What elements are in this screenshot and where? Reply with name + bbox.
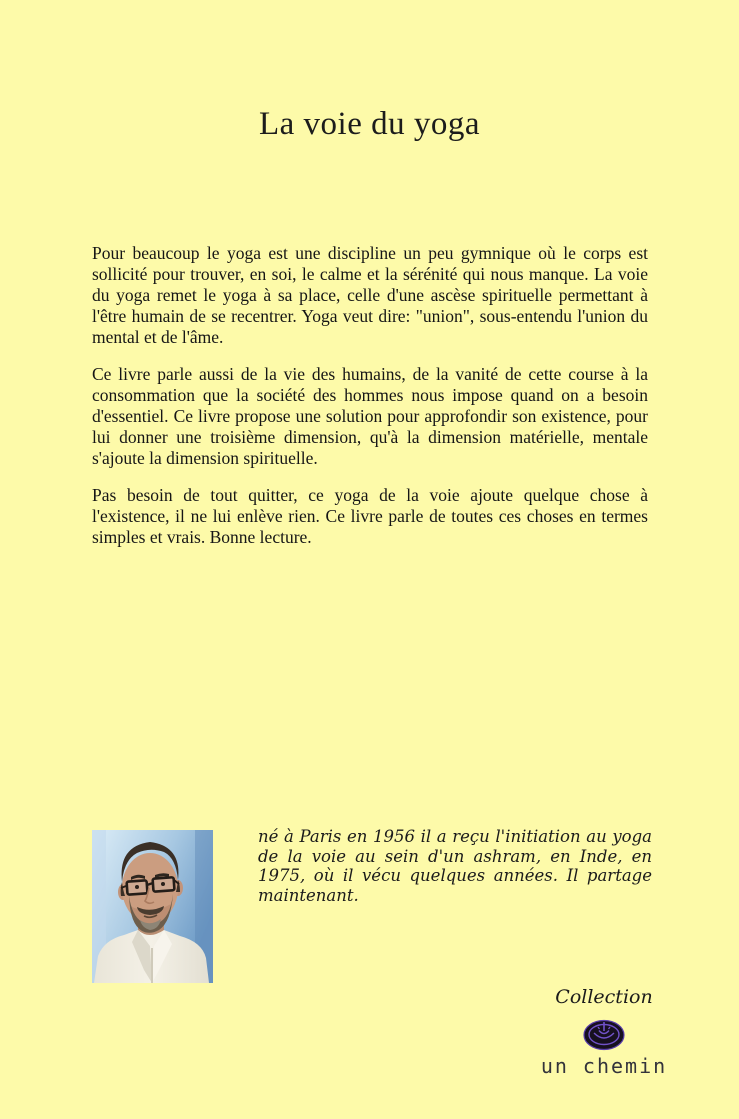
synopsis-paragraph-3: Pas besoin de tout quitter, ce yoga de la voie ajoute quelque chose à l'existence, il ne lui enlève rien. Ce livre parle de toutes ces choses en termes simples et vrais. Bonne lecture. xyxy=(92,485,648,547)
collection-name: un chemin xyxy=(540,1054,668,1078)
synopsis-paragraph-1: Pour beaucoup le yoga est une discipline un peu gymnique où le corps est sollicité pour trouver, en soi, le calme et la sérénité qui nous manque. La voie du yoga remet le yoga à sa place, celle d'une ascèse spirituelle permettant à l'être humain de se recentrer. Yoga veut dire: "union", sous-entendu l'union du mental et de l'âme. xyxy=(92,243,648,347)
labyrinth-logo-icon xyxy=(504,1017,704,1051)
collection-label: Collection xyxy=(555,986,653,1008)
author-photo xyxy=(92,830,213,983)
author-bio: né à Paris en 1956 il a reçu l'initiation au yoga de la voie au sein d'un ashram, en Inde, en 1975, où il vécu quelques années. Il partage maintenant. xyxy=(258,827,652,905)
synopsis-paragraph-2: Ce livre parle aussi de la vie des humains, de la vanité de cette course à la consommation que la société des hommes nous impose quand on a besoin d'essentiel. Ce livre propose une solution pour approfondir son existence, pour lui donner une troisième dimension, qu'à la dimension matérielle, mentale s'ajoute la dimension spirituelle. xyxy=(92,364,648,468)
collection-block xyxy=(504,986,704,1078)
synopsis xyxy=(92,243,648,564)
book-title: La voie du yoga xyxy=(258,106,481,142)
